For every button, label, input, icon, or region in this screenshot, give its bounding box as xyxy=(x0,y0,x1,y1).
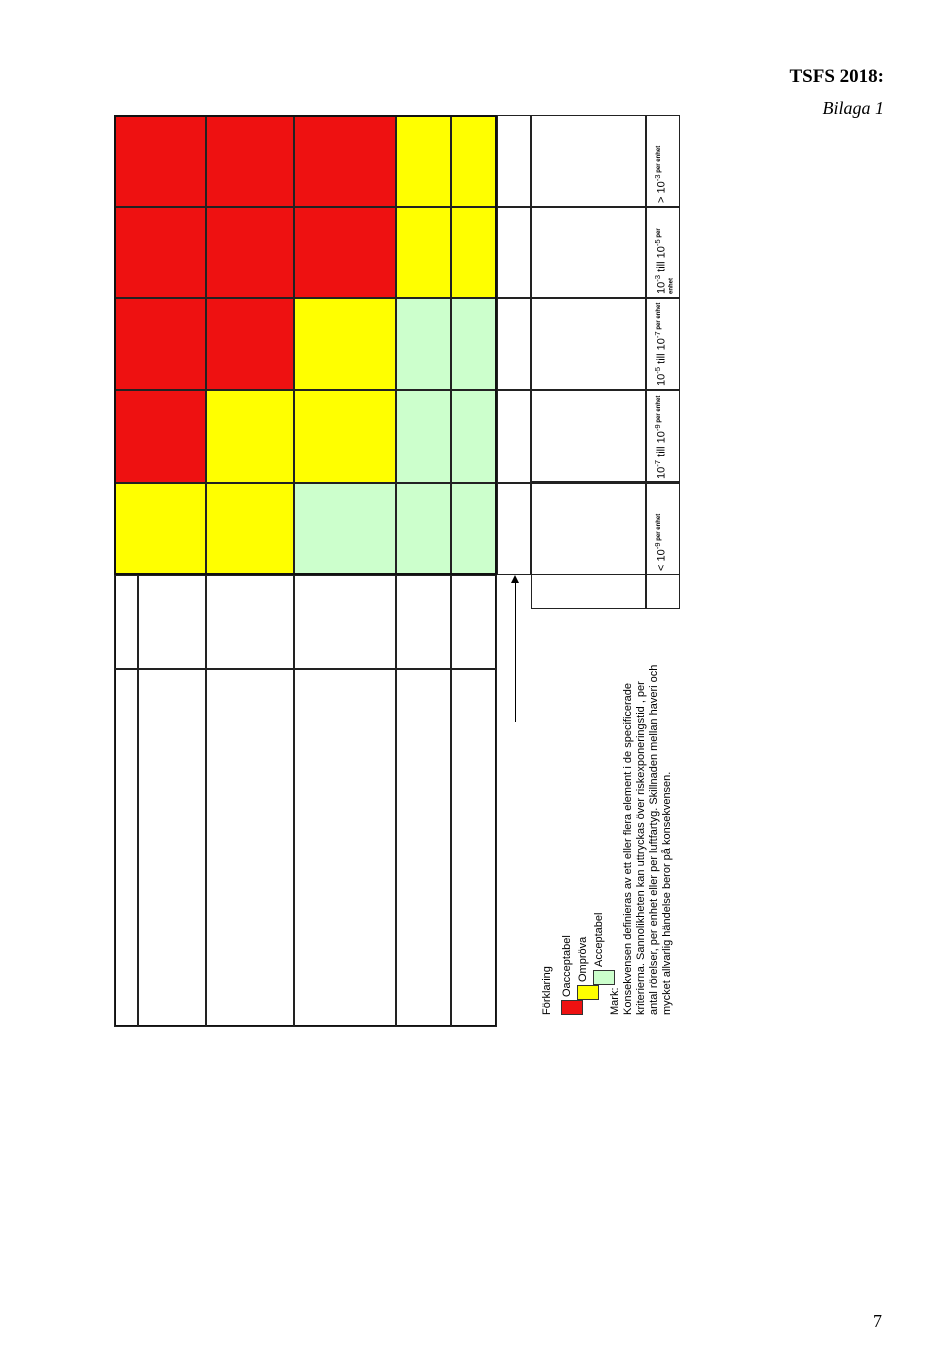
quant-exponent-2: -9 xyxy=(653,424,662,432)
consequence-description xyxy=(138,669,206,1027)
probability-arrow-line xyxy=(515,582,516,722)
consequence-description xyxy=(206,669,294,1027)
consequence-label xyxy=(396,575,451,669)
matrix-heading xyxy=(114,669,138,1027)
quant-unit: per enhet xyxy=(656,513,662,543)
quant-exponent: -7 xyxy=(653,459,662,467)
probability-label xyxy=(497,725,531,1025)
qualitative-definition xyxy=(531,298,646,390)
probability-column-header xyxy=(497,298,531,390)
quant-base: 10 xyxy=(655,373,668,386)
legend-swatch-red xyxy=(561,1000,583,1015)
legend-title: Förklaring xyxy=(541,966,553,1015)
consequence-label xyxy=(451,575,497,669)
legend-label: Oacceptabel xyxy=(561,935,573,997)
quant-mid: till 10 xyxy=(655,246,668,275)
probability-column-header xyxy=(497,483,531,575)
quant-unit: per enhet xyxy=(656,395,662,425)
qualitative-definition xyxy=(531,115,646,207)
quant-mid: till 10 xyxy=(655,431,668,460)
qualitative-definition xyxy=(531,390,646,483)
probability-column-header xyxy=(497,115,531,207)
arrow-right-icon xyxy=(511,575,519,583)
qualitative-definition xyxy=(531,483,646,575)
quant-exponent-2: -5 xyxy=(653,239,662,247)
risk-matrix xyxy=(114,145,680,1027)
matrix-heading-spacer xyxy=(114,575,138,669)
legend-swatch-green xyxy=(593,970,615,985)
quant-base: 10 xyxy=(655,466,668,479)
consequence-label xyxy=(138,575,206,669)
quant-exponent: -3 xyxy=(653,174,662,182)
page-number: 7 xyxy=(873,1311,882,1331)
quantitative-definition xyxy=(646,483,680,575)
consequence-label xyxy=(294,575,396,669)
quantitative-definition xyxy=(646,298,680,390)
quant-exponent-2: -7 xyxy=(653,331,662,339)
legend-label: Ompröva xyxy=(577,936,589,982)
consequence-description xyxy=(451,669,497,1027)
qualitative-definition xyxy=(531,207,646,298)
quant-unit: per enhet xyxy=(656,302,662,332)
quantitative-definition xyxy=(646,390,680,483)
quant-exponent: -3 xyxy=(653,274,662,282)
quantitative-definition xyxy=(646,207,680,298)
quant-exponent: -5 xyxy=(653,366,662,374)
note-text: Konsekvensen definieras av ett eller flera element i de specificerade kriterierna. Sannolikheten kan uttryckas över riskexponeringstid , per antal rörelser, per enhet eller per luftfartyg. Skillnaden mellan haveri och mycket allvarlig händelse beror på konsekvensen. xyxy=(622,664,673,1015)
header-subtitle: Bilaga 1 xyxy=(822,98,884,118)
consequence-description xyxy=(396,669,451,1027)
risk-matrix-figure xyxy=(114,145,680,1027)
quant-mid: till 10 xyxy=(655,338,668,367)
probability-column-header xyxy=(497,207,531,298)
legend-label: Acceptabel xyxy=(593,912,605,967)
quant-base: < 10 xyxy=(655,549,668,571)
quantitative-definition xyxy=(646,115,680,207)
consequence-description xyxy=(294,669,396,1027)
note-label: Mark: xyxy=(609,987,621,1015)
quant-unit: per enhet xyxy=(656,145,662,175)
quant-base: > 10 xyxy=(655,181,668,203)
quant-base: 10 xyxy=(655,281,668,294)
legend-swatch-yellow xyxy=(577,985,599,1000)
header-title: TSFS 2018: xyxy=(789,66,884,87)
risk-grid-frame xyxy=(114,115,497,575)
probability-column-header xyxy=(497,390,531,483)
quant-unit: per enhet xyxy=(656,228,674,294)
quant-exponent: -9 xyxy=(653,542,662,550)
consequence-label xyxy=(206,575,294,669)
